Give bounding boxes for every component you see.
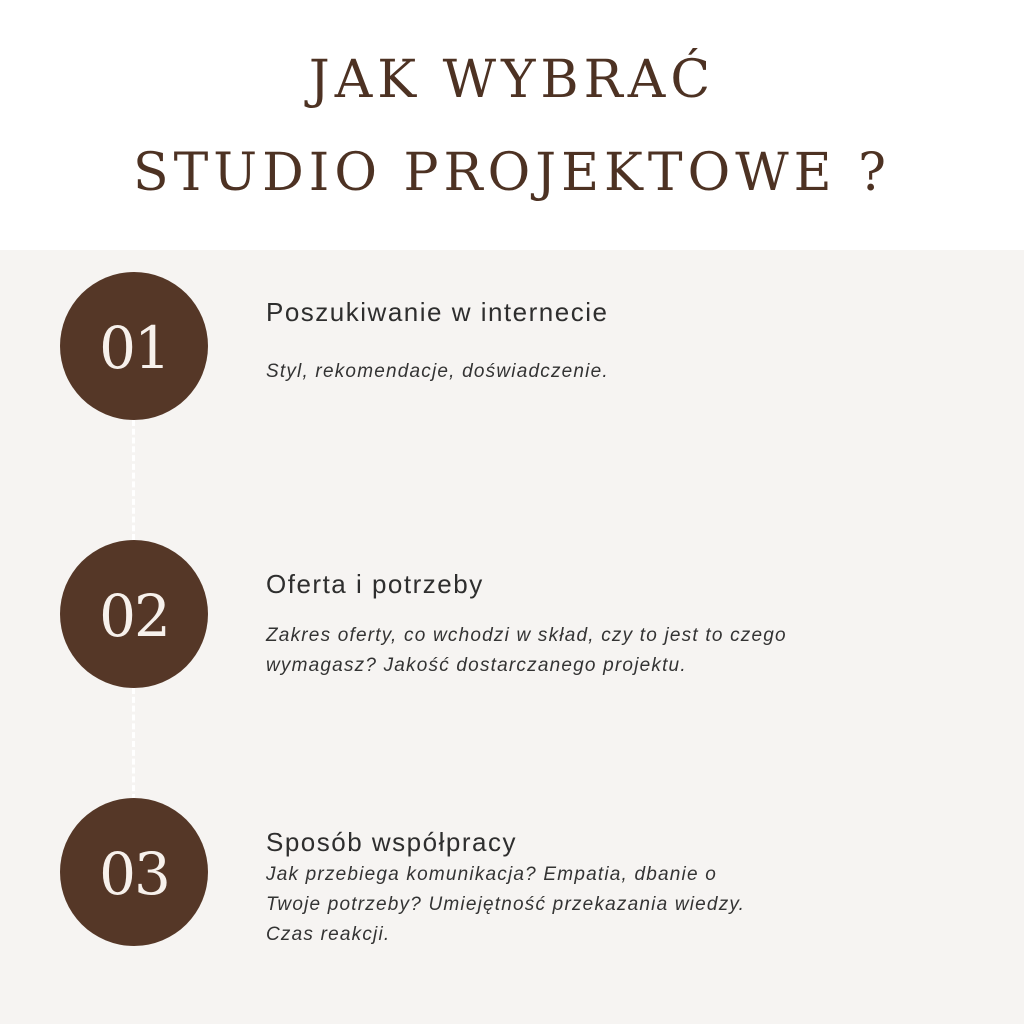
step-description-line: Zakres oferty, co wchodzi w skład, czy to jest to czego bbox=[266, 625, 787, 646]
step-description-line: Czas reakcji. bbox=[266, 924, 391, 945]
step-number-circle bbox=[60, 272, 208, 420]
step-title: Poszukiwanie w internecie bbox=[266, 297, 609, 327]
step-number: 02 bbox=[99, 582, 169, 650]
timeline-connector bbox=[132, 688, 135, 800]
step-number: 01 bbox=[99, 314, 169, 382]
step-number-circle bbox=[60, 798, 208, 946]
step-description-line: wymagasz? Jakość dostarczanego projektu. bbox=[266, 655, 687, 676]
step-title: Sposób współpracy bbox=[266, 827, 517, 857]
step-description-line: Twoje potrzeby? Umiejętność przekazania wiedzy. bbox=[266, 894, 746, 915]
step-description bbox=[266, 357, 906, 387]
header bbox=[0, 0, 1024, 250]
step-description bbox=[266, 860, 906, 950]
step-number-circle bbox=[60, 540, 208, 688]
step-title: Oferta i potrzeby bbox=[266, 569, 484, 599]
step-number: 03 bbox=[99, 840, 169, 908]
step-description-line: Jak przebiega komunikacja? Empatia, dbanie o bbox=[266, 864, 717, 885]
timeline-connector bbox=[132, 420, 135, 540]
step-description bbox=[266, 621, 906, 681]
step-description-line: Styl, rekomendacje, doświadczenie. bbox=[266, 361, 609, 382]
page-title-line-2: STUDIO PROJEKTOWE ? bbox=[132, 143, 892, 203]
page-title-line-1: JAK WYBRAĆ bbox=[308, 50, 716, 110]
